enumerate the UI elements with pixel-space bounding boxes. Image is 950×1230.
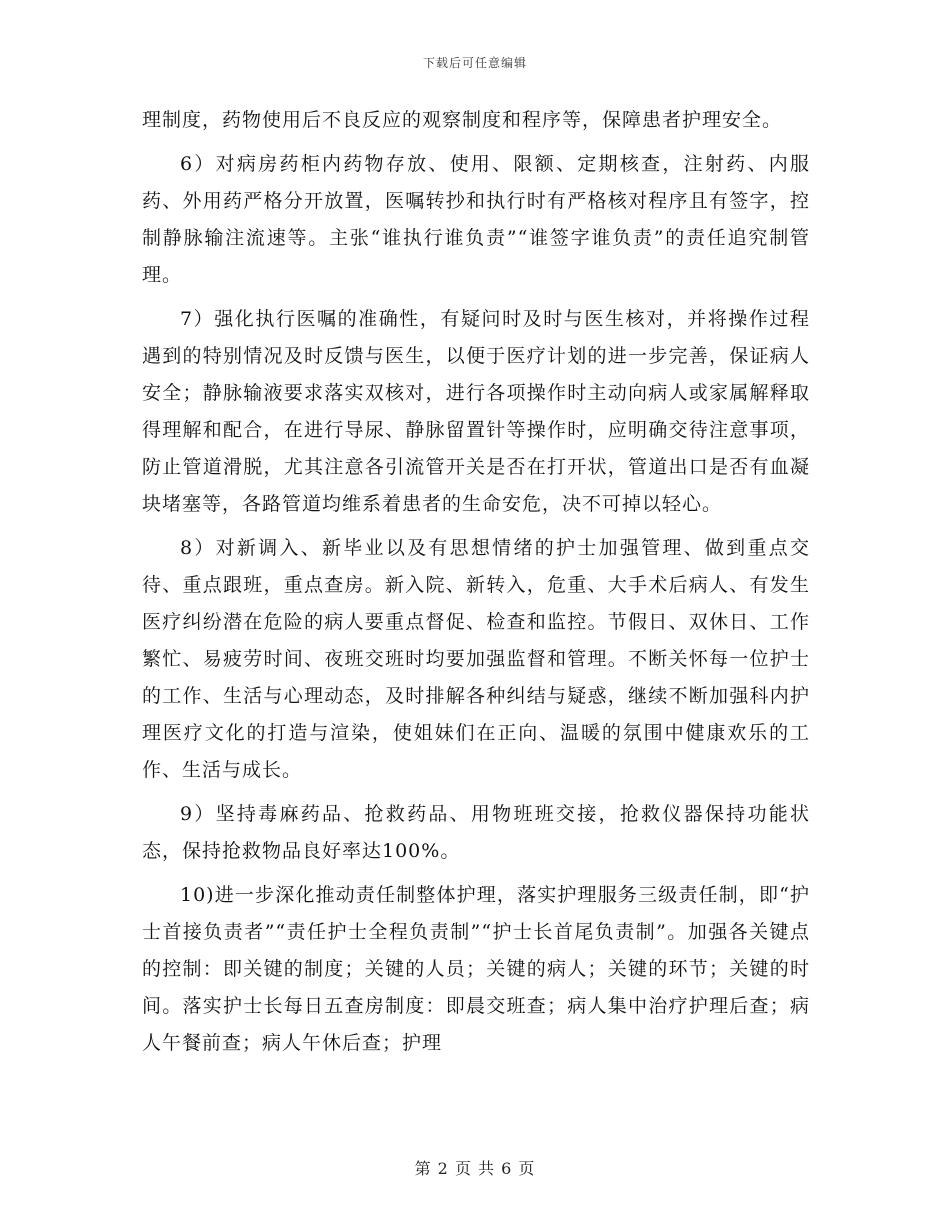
paragraph-item-8: 8）对新调入、新毕业以及有思想情绪的护士加强管理、做到重点交待、重点跟班，重点查房。新入院、新转入，危重、大手术后病人、有发生医疗纠纷潜在危险的病人要重点督促、检查和监控。节假日、双休日、工作繁忙、易疲劳时间、夜班交班时均要加强监督和管理。不断关怀每一位护士的工作、生活与心理动态，及时排解各种纠结与疑惑，继续不断加强科内护理医疗文化的打造与渲染，使姐妹们在正向、温暖的氛围中健康欢乐的工作、生活与成长。 <box>142 537 810 781</box>
paragraph-item-7: 7）强化执行医嘱的准确性，有疑问时及时与医生核对，并将操作过程遇到的特别情况及时反馈与医生，以便于医疗计划的进一步完善，保证病人安全；静脉输液要求落实双核对，进行各项操作时主动向病人或家属解释取得理解和配合，在进行导尿、静脉留置针等操作时，应明确交待注意事项，防止管道滑脱，尤其注意各引流管开关是否在打开状，管道出口是否有血凝块堵塞等，各路管道均维系着患者的生命安危，决不可掉以轻心。 <box>142 308 810 515</box>
page-number-footer: 第 2 页 共 6 页 <box>414 1159 536 1178</box>
document-body <box>142 102 810 1069</box>
paragraph-item-10: 10)进一步深化推动责任制整体护理，落实护理服务三级责任制，即“护士首接负责者”“责任护士全程负责制”“护士长首尾负责制”。加强各关键点的控制：即关键的制度；关键的人员；关键的病人；关键的环节；关键的时间。落实护士长每日五查房制度：即晨交班查；病人集中治疗护理后查；病人午餐前查；病人午休后查；护理 <box>142 884 810 1054</box>
paragraph-item-6: 6）对病房药柜内药物存放、使用、限额、定期核查，注射药、内服药、外用药严格分开放置，医嘱转抄和执行时有严格核对程序且有签字，控制静脉输注流速等。主张“谁执行谁负责”“谁签字谁负责”的责任追究制管理。 <box>142 153 810 286</box>
paragraph-item-9: 9）坚持毒麻药品、抢救药品、用物班班交接，抢救仪器保持功能状态，保持抢救物品良好率达100%。 <box>142 803 810 862</box>
paragraph-continued: 理制度，药物使用后不良反应的观察制度和程序等，保障患者护理安全。 <box>142 109 783 131</box>
header-note: 下载后可任意编辑 <box>422 56 527 70</box>
